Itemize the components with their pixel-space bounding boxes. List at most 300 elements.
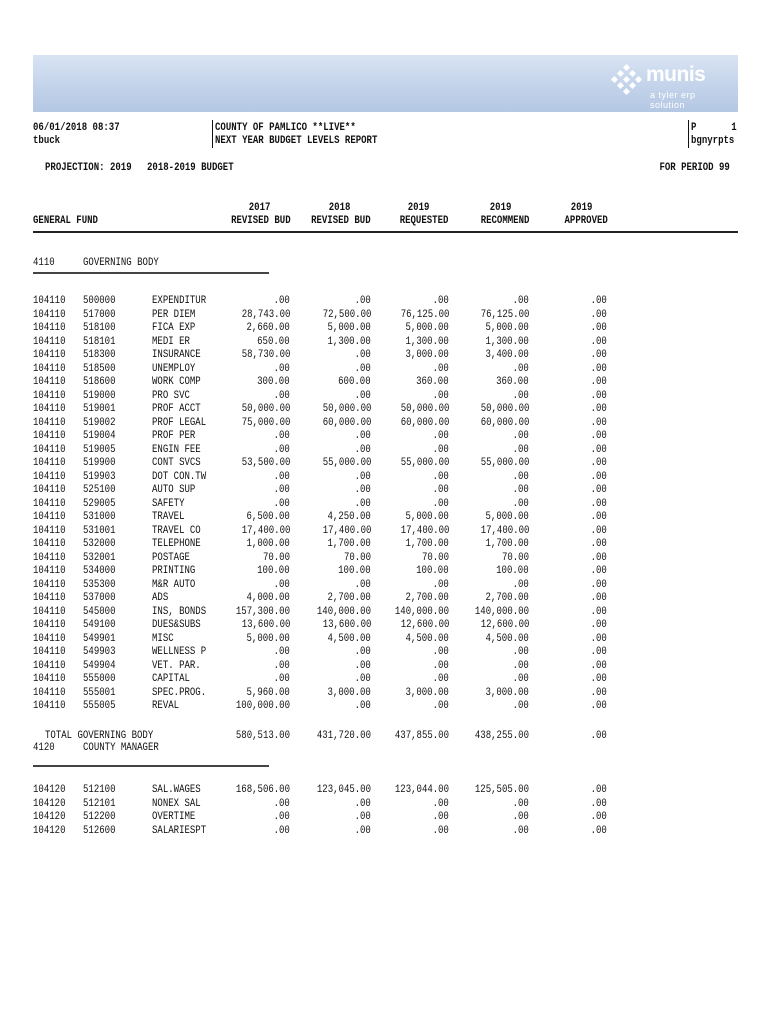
object-code: 512200 (83, 811, 116, 823)
org-code: 104110 (33, 443, 66, 456)
amount-2017-revised: .00 (273, 811, 290, 823)
amount-2019-recommend-total: 438,255.00 (474, 730, 529, 742)
account-desc: REVAL (152, 700, 180, 712)
table-row (0, 538, 770, 551)
report-datetime: 06/01/2018 08:37 (33, 122, 120, 134)
object-code: 518500 (83, 362, 116, 375)
amount-2017-revised: .00 (273, 673, 290, 685)
col4-year: 2019 (489, 202, 511, 214)
account-desc: PROF LEGAL (152, 416, 207, 429)
amount-2019-requested: .00 (432, 578, 449, 591)
report-user: tbuck (33, 135, 61, 147)
table-row (0, 700, 770, 713)
report-org: COUNTY OF PAMLICO **LIVE** (215, 122, 356, 134)
amount-2019-requested: 5,000.00 (405, 322, 449, 334)
header-divider-left (212, 120, 213, 148)
amount-2018-revised: .00 (354, 443, 371, 456)
amount-2019-requested: .00 (432, 362, 449, 375)
account-desc: INS, BONDS (152, 605, 207, 618)
amount-2019-requested: 1,300.00 (405, 335, 449, 348)
amount-2017-revised: .00 (273, 484, 290, 496)
account-desc: CAPITAL (152, 673, 190, 685)
account-desc: OVERTIME (152, 811, 196, 823)
table-row (0, 525, 770, 538)
amount-2019-requested: .00 (432, 673, 449, 685)
amount-2019-recommend: .00 (512, 362, 529, 375)
object-code: 549100 (83, 619, 116, 631)
amount-2019-approved: .00 (590, 470, 607, 483)
amount-2018-revised: 4,250.00 (327, 511, 371, 523)
amount-2019-recommend: .00 (512, 797, 529, 810)
table-row (0, 471, 770, 484)
account-desc: TRAVEL CO (152, 524, 201, 537)
org-code: 104110 (33, 430, 66, 442)
amount-2017-revised: 28,743.00 (241, 308, 290, 321)
amount-2019-approved: .00 (590, 497, 607, 510)
account-desc: ADS (152, 592, 169, 604)
org-code: 104110 (33, 322, 66, 334)
object-code: 517000 (83, 308, 116, 321)
account-desc: NONEX SAL (152, 797, 201, 810)
table-row (0, 552, 770, 565)
amount-2019-approved: .00 (590, 416, 607, 429)
org-code: 104110 (33, 538, 66, 550)
amount-2018-revised: .00 (354, 673, 371, 685)
account-desc: PROF PER (152, 430, 196, 442)
org-code: 104110 (33, 619, 66, 631)
amount-2019-requested: 17,400.00 (400, 524, 449, 537)
object-code: 532001 (83, 551, 116, 564)
amount-2019-approved: .00 (590, 551, 607, 564)
amount-2017-revised: .00 (273, 389, 290, 402)
section-underline (33, 765, 269, 767)
amount-2019-recommend: .00 (512, 824, 529, 837)
amount-2019-requested: 12,600.00 (400, 619, 449, 631)
munis-logo-icon (610, 63, 644, 97)
amount-2018-revised: 55,000.00 (322, 457, 371, 469)
amount-2018-revised: .00 (354, 349, 371, 361)
section-code: 4110 (33, 257, 55, 269)
table-row (0, 511, 770, 524)
section-title: GOVERNING BODY (83, 257, 159, 269)
amount-2017-revised: .00 (273, 443, 290, 456)
amount-2019-approved: .00 (590, 811, 607, 823)
amount-2019-recommend: .00 (512, 659, 529, 672)
amount-2019-requested: 4,500.00 (405, 632, 449, 645)
account-desc: CONT SVCS (152, 457, 201, 469)
account-desc: PRO SVC (152, 389, 190, 402)
account-desc: EXPENDITUR (152, 295, 207, 307)
munis-logo (610, 61, 730, 110)
org-code: 104110 (33, 362, 66, 375)
amount-2018-revised: .00 (354, 797, 371, 810)
amount-2017-revised: 13,600.00 (241, 619, 290, 631)
org-code: 104110 (33, 389, 66, 402)
amount-2018-revised: 3,000.00 (327, 686, 371, 699)
amount-2019-approved: .00 (590, 659, 607, 672)
amount-2019-recommend: .00 (512, 295, 529, 307)
org-code: 104110 (33, 484, 66, 496)
table-row (0, 484, 770, 497)
table-row (0, 633, 770, 646)
amount-2019-requested: 70.00 (421, 551, 449, 564)
table-row (0, 390, 770, 403)
munis-logo-tagline: a tyler erp solution (650, 90, 696, 110)
amount-2017-revised: 1,000.00 (246, 538, 290, 550)
amount-2019-requested: .00 (432, 497, 449, 510)
amount-2019-requested-total: 437,855.00 (394, 730, 449, 742)
amount-2019-recommend: 60,000.00 (480, 416, 529, 429)
col3-year: 2019 (407, 202, 429, 214)
col2-label: REVISED BUD (311, 215, 371, 227)
amount-2019-recommend: .00 (512, 811, 529, 823)
amount-2019-recommend: 360.00 (496, 376, 529, 388)
table-row (0, 417, 770, 430)
org-code: 104120 (33, 784, 66, 796)
amount-2019-requested: 100.00 (416, 565, 449, 577)
account-desc: TELEPHONE (152, 538, 201, 550)
object-code: 534000 (83, 565, 116, 577)
object-code: 531001 (83, 524, 116, 537)
amount-2018-revised: .00 (354, 646, 371, 658)
amount-2017-revised: .00 (273, 824, 290, 837)
object-code: 518300 (83, 349, 116, 361)
object-code: 555000 (83, 673, 116, 685)
object-code: 529005 (83, 497, 116, 510)
object-code: 512600 (83, 824, 116, 837)
amount-2018-revised: .00 (354, 362, 371, 375)
amount-2019-recommend: .00 (512, 578, 529, 591)
amount-2019-recommend: 76,125.00 (480, 308, 529, 321)
org-code: 104120 (33, 797, 66, 810)
amount-2019-requested: 1,700.00 (405, 538, 449, 550)
header-rule (33, 231, 738, 233)
object-code: 532000 (83, 538, 116, 550)
amount-2018-revised: 1,300.00 (327, 335, 371, 348)
amount-2019-recommend: .00 (512, 470, 529, 483)
amount-2019-approved: .00 (590, 389, 607, 402)
amount-2019-recommend: 5,000.00 (485, 322, 529, 334)
amount-2017-revised: 2,660.00 (246, 322, 290, 334)
amount-2019-approved: .00 (590, 824, 607, 837)
account-desc: SAL.WAGES (152, 784, 201, 796)
amount-2017-revised: 5,000.00 (246, 632, 290, 645)
amount-2018-revised: 13,600.00 (322, 619, 371, 631)
org-code: 104110 (33, 457, 66, 469)
amount-2019-requested: .00 (432, 295, 449, 307)
amount-2019-approved: .00 (590, 457, 607, 469)
amount-2017-revised: 70.00 (262, 551, 290, 564)
period-label: FOR PERIOD 99 (659, 162, 730, 174)
org-code: 104110 (33, 335, 66, 348)
amount-2019-recommend: 100.00 (496, 565, 529, 577)
amount-2019-approved: .00 (590, 403, 607, 415)
amount-2018-revised: .00 (354, 484, 371, 496)
org-code: 104110 (33, 403, 66, 415)
amount-2019-approved: .00 (590, 443, 607, 456)
org-code: 104110 (33, 565, 66, 577)
amount-2019-requested: .00 (432, 700, 449, 712)
amount-2019-approved: .00 (590, 484, 607, 496)
object-code: 512101 (83, 797, 116, 810)
amount-2017-revised: .00 (273, 295, 290, 307)
amount-2018-revised: .00 (354, 295, 371, 307)
amount-2017-revised: 6,500.00 (246, 511, 290, 523)
page-number: 1 (731, 122, 737, 134)
amount-2019-approved: .00 (590, 524, 607, 537)
object-code: 545000 (83, 605, 116, 618)
col2-year: 2018 (328, 202, 350, 214)
amount-2017-revised: .00 (273, 470, 290, 483)
amount-2019-approved: .00 (590, 349, 607, 361)
amount-2017-revised: 157,300.00 (235, 605, 290, 618)
report-title: NEXT YEAR BUDGET LEVELS REPORT (215, 135, 378, 147)
amount-2019-approved: .00 (590, 430, 607, 442)
object-code: 518600 (83, 376, 116, 388)
account-desc: MISC (152, 632, 174, 645)
amount-2018-revised: .00 (354, 470, 371, 483)
object-code: 518101 (83, 335, 116, 348)
amount-2019-approved: .00 (590, 578, 607, 591)
amount-2017-revised: .00 (273, 578, 290, 591)
org-code: 104110 (33, 578, 66, 591)
amount-2019-requested: .00 (432, 646, 449, 658)
amount-2019-requested: .00 (432, 824, 449, 837)
table-row (0, 811, 770, 824)
amount-2019-approved: .00 (590, 511, 607, 523)
org-code: 104110 (33, 592, 66, 604)
table-row (0, 592, 770, 605)
account-desc: SAFETY (152, 497, 185, 510)
object-code: 500000 (83, 295, 116, 307)
object-code: 537000 (83, 592, 116, 604)
amount-2019-approved: .00 (590, 376, 607, 388)
amount-2018-revised: 600.00 (338, 376, 371, 388)
munis-logo-text: munis (646, 63, 706, 86)
amount-2019-approved: .00 (590, 673, 607, 685)
amount-2019-recommend: 55,000.00 (480, 457, 529, 469)
amount-2017-revised: 650.00 (257, 335, 290, 348)
amount-2018-revised: .00 (354, 389, 371, 402)
section-underline (33, 272, 269, 274)
amount-2019-approved: .00 (590, 565, 607, 577)
col4-label: RECOMMEND (480, 215, 529, 227)
amount-2019-approved: .00 (590, 700, 607, 712)
org-code: 104110 (33, 349, 66, 361)
account-desc: MEDI ER (152, 335, 190, 348)
amount-2017-revised: 300.00 (257, 376, 290, 388)
amount-2019-recommend: 3,400.00 (485, 349, 529, 361)
object-code: 519001 (83, 403, 116, 415)
org-code: 104110 (33, 659, 66, 672)
account-desc: FICA EXP (152, 322, 196, 334)
amount-2019-requested: .00 (432, 797, 449, 810)
account-desc: PRINTING (152, 565, 196, 577)
table-row (0, 660, 770, 673)
object-code: 535300 (83, 578, 116, 591)
amount-2018-revised: 4,500.00 (327, 632, 371, 645)
amount-2019-approved: .00 (590, 632, 607, 645)
table-row (0, 322, 770, 335)
object-code: 519005 (83, 443, 116, 456)
amount-2019-requested: .00 (432, 389, 449, 402)
amount-2019-recommend: 1,300.00 (485, 335, 529, 348)
account-desc: UNEMPLOY (152, 362, 196, 375)
amount-2018-revised: .00 (354, 659, 371, 672)
amount-2018-revised: 100.00 (338, 565, 371, 577)
amount-2019-recommend: .00 (512, 484, 529, 496)
amount-2017-revised: .00 (273, 362, 290, 375)
org-code: 104120 (33, 824, 66, 837)
amount-2019-recommend: 17,400.00 (480, 524, 529, 537)
org-code: 104110 (33, 308, 66, 321)
amount-2019-approved: .00 (590, 538, 607, 550)
table-row (0, 457, 770, 470)
col3-label: REQUESTED (399, 215, 448, 227)
amount-2017-revised: 17,400.00 (241, 524, 290, 537)
amount-2019-requested: 360.00 (416, 376, 449, 388)
account-desc: WELLNESS P (152, 646, 207, 658)
table-row (0, 565, 770, 578)
amount-2019-approved: .00 (590, 295, 607, 307)
org-code: 104110 (33, 673, 66, 685)
table-row (0, 784, 770, 797)
amount-2019-approved: .00 (590, 619, 607, 631)
amount-2019-approved-total: .00 (590, 730, 607, 742)
org-code: 104110 (33, 551, 66, 564)
amount-2019-approved: .00 (590, 784, 607, 796)
amount-2017-revised: 53,500.00 (241, 457, 290, 469)
amount-2018-revised: .00 (354, 700, 371, 712)
amount-2019-requested: 2,700.00 (405, 592, 449, 604)
amount-2019-approved: .00 (590, 797, 607, 810)
amount-2019-requested: 55,000.00 (400, 457, 449, 469)
amount-2019-recommend: .00 (512, 497, 529, 510)
amount-2017-revised: 100.00 (257, 565, 290, 577)
amount-2018-revised: 2,700.00 (327, 592, 371, 604)
org-code: 104110 (33, 646, 66, 658)
table-row (0, 579, 770, 592)
object-code: 519000 (83, 389, 116, 402)
org-code: 104110 (33, 470, 66, 483)
org-code: 104110 (33, 511, 66, 523)
account-desc: M&R AUTO (152, 578, 196, 591)
table-row (0, 798, 770, 811)
object-code: 518100 (83, 322, 116, 334)
amount-2019-requested: 3,000.00 (405, 686, 449, 699)
account-desc: AUTO SUP (152, 484, 196, 496)
account-desc: SPEC.PROG. (152, 686, 207, 699)
amount-2018-revised-total: 431,720.00 (316, 730, 371, 742)
amount-2019-requested: 3,000.00 (405, 349, 449, 361)
amount-2019-recommend: 125,505.00 (474, 784, 529, 796)
amount-2017-revised: .00 (273, 659, 290, 672)
amount-2019-requested: 50,000.00 (400, 403, 449, 415)
amount-2019-approved: .00 (590, 605, 607, 618)
account-desc: SALARIESPT (152, 824, 207, 837)
table-row (0, 309, 770, 322)
table-row (0, 295, 770, 308)
table-row (0, 619, 770, 632)
object-code: 519903 (83, 470, 116, 483)
amount-2018-revised: 72,500.00 (322, 308, 371, 321)
page-label: P (691, 122, 697, 134)
amount-2018-revised: .00 (354, 578, 371, 591)
amount-2019-requested: .00 (432, 470, 449, 483)
org-code: 104120 (33, 811, 66, 823)
amount-2018-revised: 1,700.00 (327, 538, 371, 550)
amount-2018-revised: .00 (354, 824, 371, 837)
object-code: 549903 (83, 646, 116, 658)
account-desc: INSURANCE (152, 349, 201, 361)
object-code: 531000 (83, 511, 116, 523)
amount-2019-recommend: 4,500.00 (485, 632, 529, 645)
amount-2018-revised: .00 (354, 497, 371, 510)
section-code: 4120 (33, 742, 55, 754)
report-banner (33, 55, 738, 112)
amount-2018-revised: 123,045.00 (316, 784, 371, 796)
amount-2019-requested: .00 (432, 443, 449, 456)
amount-2019-recommend: .00 (512, 430, 529, 442)
amount-2019-recommend: 70.00 (501, 551, 529, 564)
account-desc: WORK COMP (152, 376, 201, 388)
org-code: 104110 (33, 497, 66, 510)
header-divider-right (688, 120, 689, 148)
amount-2019-recommend: .00 (512, 389, 529, 402)
amount-2019-requested: 123,044.00 (394, 784, 449, 796)
amount-2017-revised: 58,730.00 (241, 349, 290, 361)
account-desc: VET. PAR. (152, 659, 201, 672)
amount-2019-approved: .00 (590, 335, 607, 348)
amount-2017-revised: 50,000.00 (241, 403, 290, 415)
amount-2019-recommend: 50,000.00 (480, 403, 529, 415)
account-desc: PROF ACCT (152, 403, 201, 415)
object-code: 519004 (83, 430, 116, 442)
object-code: 555001 (83, 686, 116, 699)
amount-2019-recommend: .00 (512, 700, 529, 712)
amount-2017-revised: 5,960.00 (246, 686, 290, 699)
col5-label: APPROVED (564, 215, 608, 227)
table-row (0, 606, 770, 619)
report-id: bgnyrpts (691, 135, 735, 147)
table-row (0, 687, 770, 700)
amount-2018-revised: .00 (354, 430, 371, 442)
object-code: 519002 (83, 416, 116, 429)
amount-2018-revised: 60,000.00 (322, 416, 371, 429)
amount-2019-recommend: .00 (512, 673, 529, 685)
table-row (0, 825, 770, 838)
amount-2019-requested: .00 (432, 811, 449, 823)
table-row (0, 363, 770, 376)
amount-2017-revised: 4,000.00 (246, 592, 290, 604)
table-row (0, 673, 770, 686)
col1-label: REVISED BUD (231, 215, 291, 227)
col1-year: 2017 (248, 202, 270, 214)
org-code: 104110 (33, 524, 66, 537)
table-row (0, 403, 770, 416)
account-desc: DUES&SUBS (152, 619, 201, 631)
object-code: 512100 (83, 784, 116, 796)
amount-2017-revised: 100,000.00 (235, 700, 290, 712)
amount-2019-approved: .00 (590, 686, 607, 699)
amount-2019-recommend: 1,700.00 (485, 538, 529, 550)
amount-2019-requested: 140,000.00 (394, 605, 449, 618)
object-code: 519900 (83, 457, 116, 469)
table-row (0, 646, 770, 659)
amount-2017-revised: 168,506.00 (235, 784, 290, 796)
amount-2017-revised-total: 580,513.00 (235, 730, 290, 742)
amount-2018-revised: 50,000.00 (322, 403, 371, 415)
